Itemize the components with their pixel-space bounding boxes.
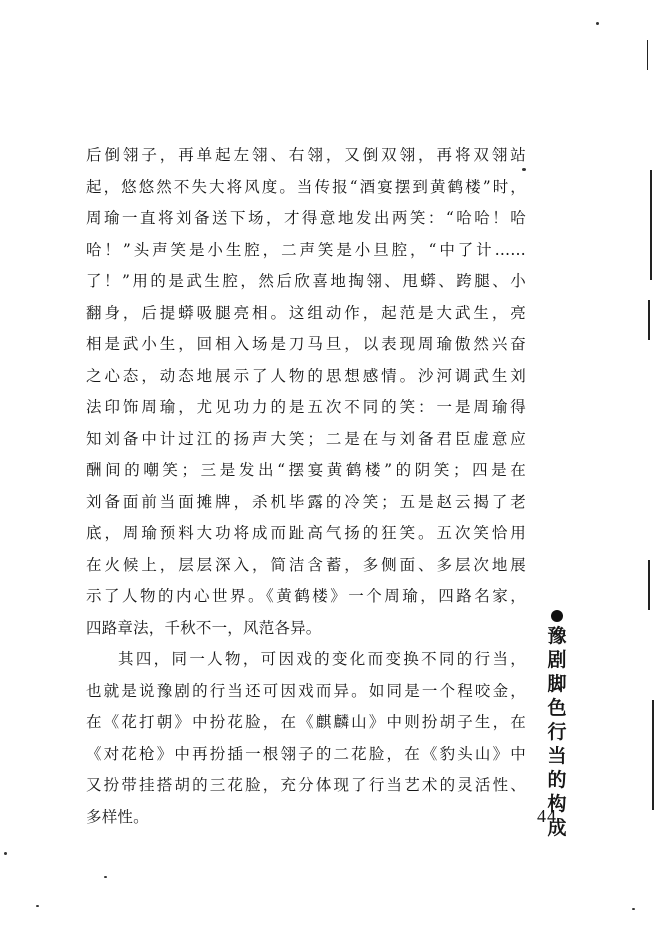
side-title-char: 剧 [547, 649, 567, 671]
scan-edge-line [648, 300, 650, 340]
side-title-char: 构 [547, 793, 567, 815]
text-line: 翻身，后提蟒吸腿亮相。这组动作，起范是大武生，亮 [86, 303, 526, 322]
text-line: 其四，同一人物，可因戏的变化而变换不同的行当， [118, 650, 526, 668]
paragraph-2 [86, 644, 526, 833]
text-line: 刘备面前当面摊牌，杀机毕露的冷笑；五是赵云揭了老 [86, 492, 526, 511]
text-line: 酬间的嘲笑；三是发出“摆宴黄鹤楼”的阴笑；四是在 [86, 461, 526, 479]
body-text [86, 140, 526, 833]
side-title-char: 当 [547, 745, 567, 767]
text-line: 哈！”头声笑是小生腔，二声笑是小旦腔，“中了计…… [86, 240, 526, 259]
side-title-char: 行 [547, 721, 567, 743]
text-line: 在《花打朝》中扮花脸，在《麒麟山》中则扮胡子生，在 [86, 713, 526, 731]
side-title-char: 豫 [547, 625, 567, 647]
side-title-char: 脚 [547, 673, 567, 695]
text-line: 知刘备中计过江的扬声大笑；二是在与刘备君臣虚意应 [86, 429, 526, 448]
text-line: 周瑜一直将刘备送下场，才得意地发出两笑：“哈哈！哈 [86, 209, 526, 227]
text-line: 了！”用的是武生腔，然后欣喜地掏翎、甩蟒、跨腿、小 [86, 272, 526, 290]
text-line: 法印饰周瑜，尤见功力的是五次不同的笑：一是周瑜得 [86, 398, 526, 416]
scan-speck [522, 168, 526, 171]
side-title-char: 的 [547, 769, 567, 791]
scan-speck [632, 908, 635, 910]
text-line: 后倒翎子，再单起左翎、右翎，又倒双翎，再将双翎站 [86, 146, 526, 164]
text-line: 多样性。 [86, 807, 149, 826]
scan-edge-line [652, 700, 654, 810]
text-line: 《对花枪》中再扮插一根翎子的二花脸，在《豹头山》中 [86, 744, 526, 763]
text-line: 底，周瑜预料大功将成而趾高气扬的狂笑。五次笑恰用 [86, 524, 526, 542]
text-line: 起，悠悠然不失大将风度。当传报“酒宴摆到黄鹤楼”时， [86, 177, 526, 196]
text-line: 又扮带挂搭胡的三花脸，充分体现了行当艺术的灵活性、 [86, 776, 526, 794]
scan-speck [104, 876, 107, 878]
page-number: 44 [537, 806, 557, 826]
bullet-icon [551, 610, 563, 622]
scan-edge-line [650, 170, 652, 280]
text-line: 相是武小生，回相入场是刀马旦，以表现周瑜傲然兴奋 [86, 335, 526, 353]
scan-edge-line [647, 40, 648, 70]
scan-speck [36, 905, 39, 907]
scan-speck [4, 852, 7, 855]
paragraph-1 [86, 140, 526, 644]
scan-speck [596, 22, 599, 25]
side-title-char: 色 [547, 697, 567, 719]
side-title-char: 成 [547, 817, 567, 839]
text-line: 示了人物的内心世界。《黄鹤楼》一个周瑜，四路名家， [86, 587, 526, 605]
text-line: 之心态，动态地展示了人物的思想感情。沙河调武生刘 [86, 366, 526, 385]
text-line: 四路章法，千秋不一，风范各异。 [86, 618, 322, 637]
scan-edge-line [648, 560, 650, 610]
text-line: 也就是说豫剧的行当还可因戏而异。如同是一个程咬金， [86, 681, 526, 700]
text-line: 在火候上，层层深入，简洁含蓄，多侧面、多层次地展 [86, 555, 526, 574]
